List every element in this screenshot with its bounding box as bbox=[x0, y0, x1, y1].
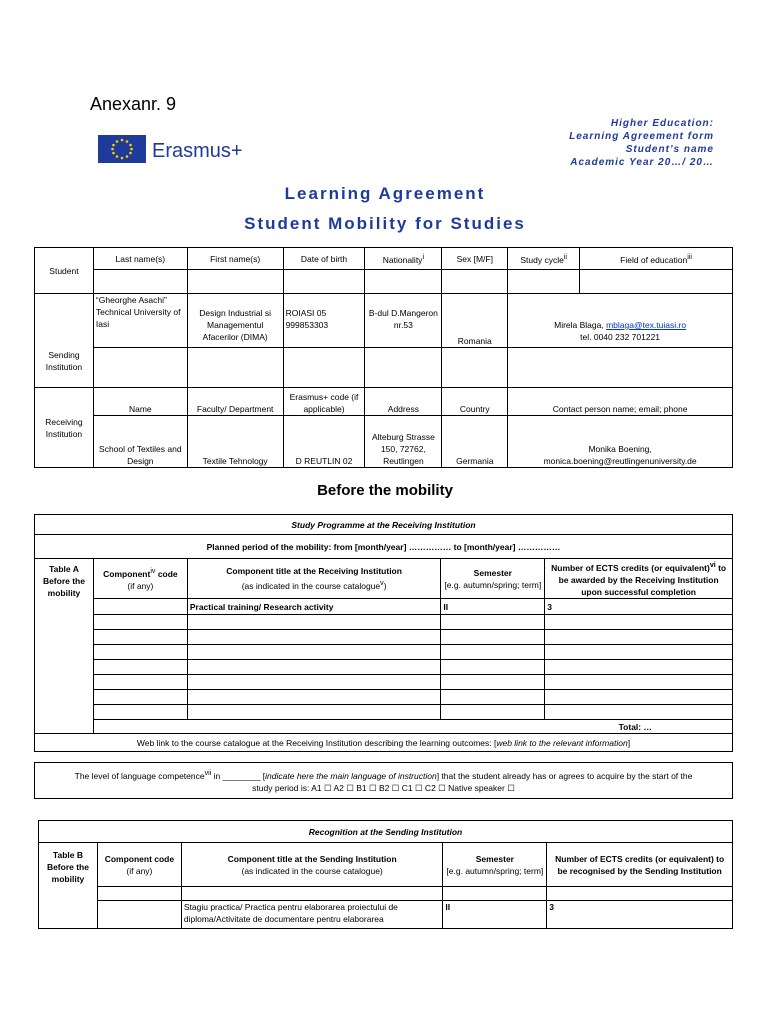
student-last-name-cell[interactable] bbox=[93, 270, 187, 294]
receiving-faculty: Textile Tehnology bbox=[187, 416, 283, 468]
receiving-name: School of Textiles and Design bbox=[93, 416, 187, 468]
table-a-header-title: Component title at the Receiving Institution (as indicated in the course catalogue$^v$) bbox=[187, 559, 441, 599]
cell-code[interactable] bbox=[93, 599, 187, 615]
table-row bbox=[35, 690, 733, 705]
language-competence bbox=[34, 762, 733, 799]
col-header-nationality: Nationality$^i$ bbox=[365, 248, 442, 270]
study-programme-heading: Study Programme at the Receiving Institution bbox=[35, 515, 733, 535]
col-header-rec-name: Name bbox=[93, 388, 187, 416]
table-a-header-ects: Number of ECTS credits (or equivalent)$^{vi}$ to be awarded by the Receiving Institution upon successful completion bbox=[545, 559, 733, 599]
col-header-dob: Date of birth bbox=[283, 248, 365, 270]
erasmus-logo-text: Erasmus+ bbox=[152, 140, 243, 162]
table-a-total: Total: … bbox=[93, 720, 732, 734]
course-catalogue-weblink: Web link to the course catalogue at the Receiving Institution describing the learning outcomes: [web link to the relevant information] bbox=[35, 734, 733, 752]
table-row bbox=[35, 660, 733, 675]
table-b-label: Table B Before the mobility bbox=[39, 843, 98, 929]
receiving-institution-label: Receiving Institution bbox=[35, 388, 94, 468]
document-title: Learning Agreement bbox=[284, 184, 486, 203]
table-a-header-code: Component$^{iv}$ code (if any) bbox=[93, 559, 187, 599]
table-a-header-semester: Semester [e.g. autumn/spring; term] bbox=[441, 559, 545, 599]
sending-country: Romania bbox=[442, 294, 508, 348]
header-line: Student’s name bbox=[625, 144, 714, 155]
document-subtitle: Student Mobility for Studies bbox=[244, 214, 526, 233]
col-header-study-cycle: Study cycle$^{ii}$ bbox=[508, 248, 580, 270]
col-header-last-name: Last name(s) bbox=[93, 248, 187, 270]
receiving-contact: Monika Boening, monica.boening@reutlingenuniversity.de bbox=[508, 416, 733, 468]
receiving-email: monica.boening@reutlingenuniversity.de bbox=[543, 456, 697, 466]
table-row bbox=[35, 705, 733, 720]
table-row bbox=[39, 901, 733, 929]
sending-code: ROIASI 05 999853303 bbox=[283, 294, 365, 348]
cell-semester[interactable]: II bbox=[443, 901, 547, 929]
student-sex-cell[interactable] bbox=[442, 270, 508, 294]
table-b-header-title: Component title at the Sending Institution (as indicated in the course catalogue) bbox=[181, 843, 443, 887]
sending-institution-label: Sending Institution bbox=[35, 294, 94, 388]
table-row bbox=[35, 645, 733, 660]
table-row bbox=[39, 887, 733, 901]
header-line: Higher Education: bbox=[610, 118, 714, 129]
table-b bbox=[38, 820, 733, 929]
student-first-name-cell[interactable] bbox=[187, 270, 283, 294]
form-header-info bbox=[569, 117, 714, 169]
sending-address: B-dul D.Mangeron nr.53 bbox=[365, 294, 442, 348]
col-header-rec-contact: Contact person name; email; phone bbox=[508, 388, 733, 416]
table-b-header-semester: Semester [e.g. autumn/spring; term] bbox=[443, 843, 547, 887]
annex-number: Anexanr. 9 bbox=[90, 94, 177, 114]
language-competence-text: The level of language competence$^{vii}$ in ________ [indicate here the main language of instruction] that the student already has or agrees to acquire by the start of the study period is: A1 ☐ A2 ☐ B1 ☐ B2 ☐ C1 ☐ C2 ☐ Native speaker ☐ bbox=[35, 763, 733, 799]
receiving-country: Germania bbox=[442, 416, 508, 468]
participants-table bbox=[34, 247, 733, 468]
col-header-first-name: First name(s) bbox=[187, 248, 283, 270]
cell-ects[interactable]: 3 bbox=[547, 901, 733, 929]
student-dob-cell[interactable] bbox=[283, 270, 365, 294]
header-line: Academic Year 20…/ 20… bbox=[570, 157, 714, 168]
table-a bbox=[34, 514, 733, 752]
receiving-code: D REUTLIN 02 bbox=[283, 416, 365, 468]
cell-title[interactable]: Practical training/ Research activity bbox=[187, 599, 441, 615]
section-title-before-mobility: Before the mobility bbox=[317, 482, 453, 499]
student-study-cycle-cell[interactable] bbox=[508, 270, 580, 294]
table-b-header-ects: Number of ECTS credits (or equivalent) to be recognised by the Sending Institution bbox=[547, 843, 733, 887]
language-levels[interactable]: study period is: A1 ☐ A2 ☐ B1 ☐ B2 ☐ C1 ☐ C2 ☐ Native speaker ☐ bbox=[252, 782, 515, 793]
col-header-sex: Sex [M/F] bbox=[442, 248, 508, 270]
col-header-rec-address: Address bbox=[365, 388, 442, 416]
eu-flag-logo bbox=[98, 135, 146, 168]
cell-title[interactable]: Stagiu practica/ Practica pentru elaborarea proiectului de diploma/Activitate de documentare pentru elaborarea bbox=[181, 901, 443, 929]
col-header-field: Field of education$^{iii}$ bbox=[580, 248, 733, 270]
sending-name: “Gheorghe Asachi” Technical University of Iasi bbox=[93, 294, 187, 348]
student-label: Student bbox=[35, 248, 94, 294]
receiving-address: Alteburg Strasse 150, 72762, Reutlingen bbox=[365, 416, 442, 468]
cell-code[interactable] bbox=[97, 901, 181, 929]
planned-period: Planned period of the mobility: from [month/year] …………… to [month/year] …………… bbox=[35, 535, 733, 559]
table-row bbox=[35, 630, 733, 645]
table-b-header-code: Component code (if any) bbox=[97, 843, 181, 887]
col-header-rec-faculty: Faculty/ Department bbox=[187, 388, 283, 416]
student-field-cell[interactable] bbox=[580, 270, 733, 294]
recognition-heading: Recognition at the Sending Institution bbox=[39, 821, 733, 843]
col-header-rec-code: Erasmus+ code (if applicable) bbox=[283, 388, 365, 416]
col-header-rec-country: Country bbox=[442, 388, 508, 416]
table-row bbox=[35, 599, 733, 615]
sending-faculty: Design Industrial si Managementul Afacerilor (DIMA) bbox=[187, 294, 283, 348]
table-row bbox=[35, 675, 733, 690]
sending-contact: Mirela Blaga, mblaga@tex.tuiasi.ro tel. 0040 232 701221 bbox=[508, 294, 733, 348]
student-nationality-cell[interactable] bbox=[365, 270, 442, 294]
table-row bbox=[35, 615, 733, 630]
sending-email-link[interactable]: mblaga@tex.tuiasi.ro bbox=[606, 320, 687, 330]
table-a-label: Table A Before the mobility bbox=[35, 559, 94, 734]
cell-ects[interactable]: 3 bbox=[545, 599, 733, 615]
cell-semester[interactable]: II bbox=[441, 599, 545, 615]
header-line: Learning Agreement form bbox=[569, 131, 714, 142]
